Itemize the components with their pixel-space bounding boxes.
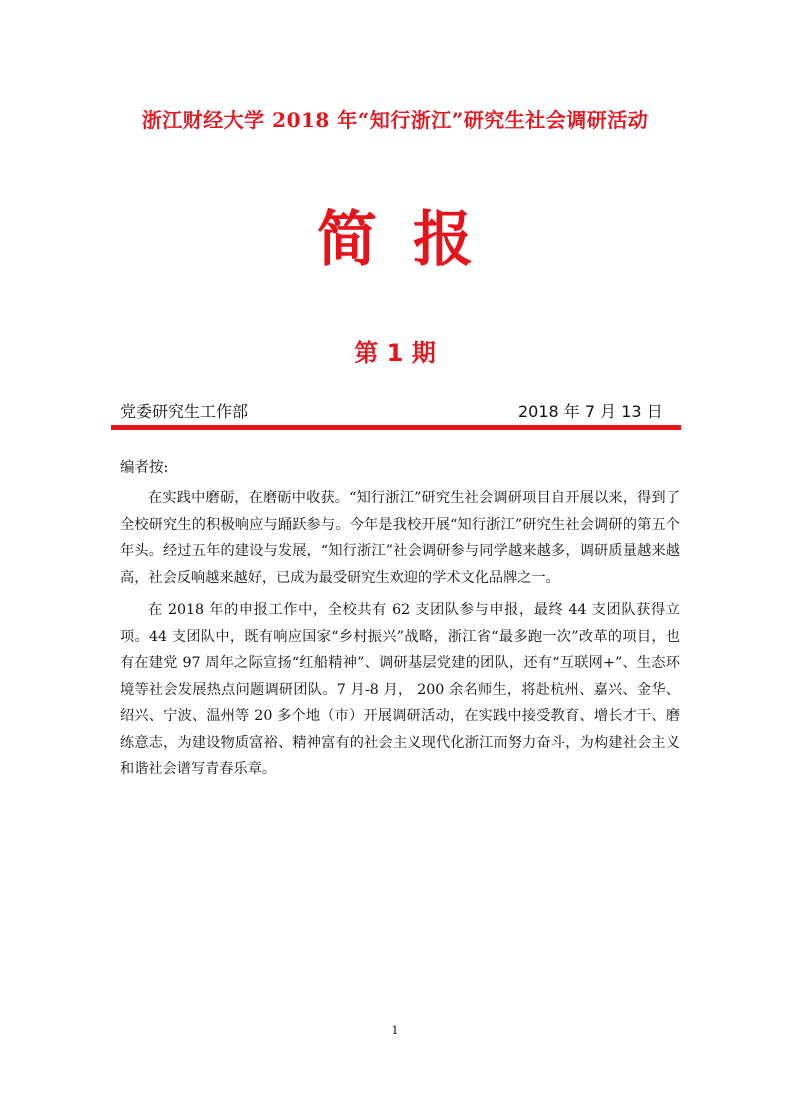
publish-date: 2018 年 7 月 13 日 bbox=[518, 402, 663, 421]
headline: 简报 bbox=[317, 205, 509, 275]
paragraph: 在实践中磨砺，在磨砺中收获。“知行浙江”研究生社会调研项目自开展以来，得到了全校研究生的积极响应与踊跃参与。今年是我校开展“知行浙江”研究生社会调研的第五个年头。经过五年的建设与发展，“知行浙江”社会调研参与同学越来越多，调研质量越来越高，社会反响越来越好，已成为最受研究生欢迎的学术文化品牌之一。 bbox=[120, 490, 680, 586]
department: 党委研究生工作部 bbox=[120, 402, 249, 421]
document-title: 浙江财经大学 2018 年“知行浙江”研究生社会调研活动 bbox=[141, 108, 649, 132]
body-text bbox=[120, 485, 680, 789]
issue-number: 第 1 期 bbox=[354, 339, 436, 367]
editor-note-label: 编者按: bbox=[120, 460, 169, 476]
page-number: 1 bbox=[391, 1024, 399, 1037]
red-divider bbox=[111, 425, 681, 430]
paragraph: 在 2018 年的申报工作中，全校共有 62 支团队参与申报，最终 44 支团队获得立项。44 支团队中，既有响应国家“乡村振兴”战略，浙江省“最多跑一次”改革的项目，也有在建党 97 周年之际宣扬“红船精神”、调研基层党建的团队，还有“互联网+”、生态环境等社会发展热点问题调研团队。7 月-8 月， 200 余名师生，将赴杭州、嘉兴、金华、绍兴、宁波、温州等 20 多个地（市）开展调研活动，在实践中接受教育、增长才干、磨练意志，为建设物质富裕、精神富有的社会主义现代化浙江而努力奋斗，为构建社会主义和谐社会谱写青春乐章。 bbox=[120, 602, 680, 777]
